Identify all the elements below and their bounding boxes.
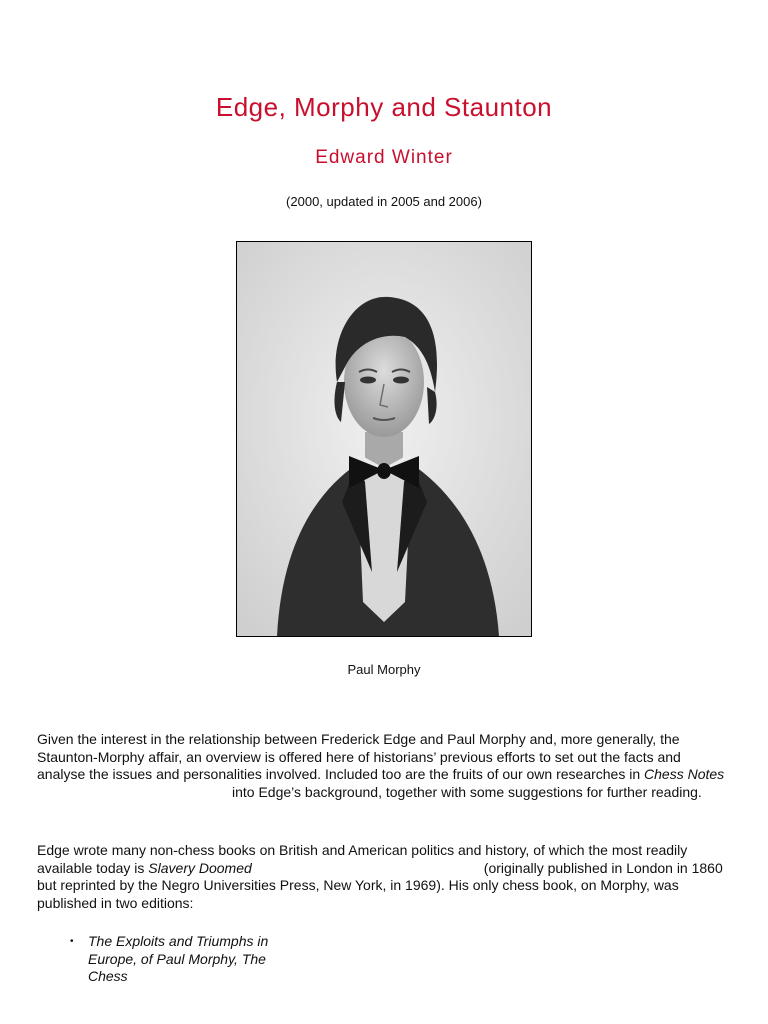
- intro-text-end: into Edge’s background, together with some suggestions for further reading.: [232, 783, 702, 800]
- list-item: • The Exploits and Triumphs in Europe, of Paul Morphy, The Chess: [70, 933, 278, 986]
- publication-dates: (2000, updated in 2005 and 2006): [286, 194, 482, 209]
- author-name: Edward Winter: [315, 147, 453, 168]
- intro-text-start: Given the interest in the relationship between Frederick Edge and Paul Morphy and, more generally, the Staunton-Morphy affair, an overview is offered here of historians’ previous efforts to set out the facts and analyse the issues and personalities involved. Included too are the fruits of our own researches in: [37, 731, 681, 783]
- books-paragraph: [37, 842, 727, 912]
- editions-list: [70, 933, 278, 986]
- slavery-doomed-title: Slavery Doomed: [148, 859, 252, 876]
- books-text-start: Edge wrote many non-chess books on British and American politics and history, of which the most readily available today is: [37, 842, 688, 876]
- photo-caption: Paul Morphy: [347, 662, 421, 677]
- books-text-end: (originally published in London in 1860 but reprinted by the Negro Universities Press, New York, in 1969). His only chess book, on Morphy, was published in two editions:: [37, 859, 723, 911]
- page-title: Edge, Morphy and Staunton: [215, 92, 553, 122]
- intro-paragraph: [37, 731, 727, 801]
- portrait-photo: [236, 241, 532, 637]
- chess-notes-title: Chess Notes: [644, 766, 725, 783]
